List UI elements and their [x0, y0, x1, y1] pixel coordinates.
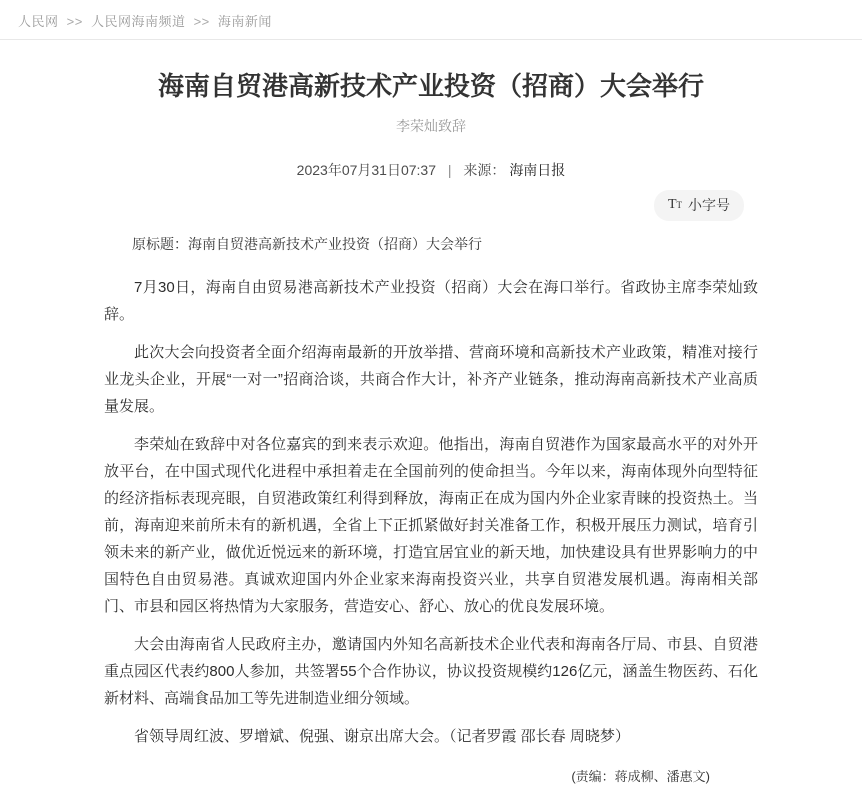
source-link[interactable]: 海南日报: [509, 162, 566, 178]
breadcrumb-link-hainan-news[interactable]: 海南新闻: [217, 14, 272, 29]
article-content: [104, 68, 758, 785]
header-divider: [0, 39, 862, 40]
article-subtitle: 李荣灿致辞: [396, 118, 466, 134]
article-paragraph-4: 大会由海南省人民政府主办，邀请国内外知名高新技术企业代表和海南各厅局、市县、自贸港重点园区代表约800人参加，共签署55个合作协议，协议投资规模约126亿元，涵盖生物医药、石化新材料、高端食品加工等先进制造业细分领域。: [104, 636, 758, 707]
article-paragraph-2: 此次大会向投资者全面介绍海南最新的开放举措、营商环境和高新技术产业政策，精准对接行业龙头企业，开展“一对一”招商洽谈，共商合作大计，补齐产业链条，推动海南高新技术产业高质量发展。: [104, 344, 758, 415]
font-size-button-label: 小字号: [688, 197, 730, 213]
article-paragraph-1: 7月30日，海南自由贸易港高新技术产业投资（招商）大会在海口举行。省政协主席李荣灿致辞。: [104, 279, 758, 323]
font-size-icon-large-t: T: [667, 197, 677, 212]
breadcrumb-link-peoples-daily[interactable]: 人民网: [18, 14, 59, 29]
original-title: 原标题：海南自贸港高新技术产业投资（招商）大会举行: [132, 236, 482, 252]
article-paragraph-5: 省领导周红波、罗增斌、倪强、谢京出席大会。（记者罗霞 邵长春 周晓梦）: [134, 728, 630, 745]
font-size-button[interactable]: [654, 190, 744, 221]
article-meta: [104, 160, 758, 180]
breadcrumb-link-hainan-channel[interactable]: 人民网海南频道: [90, 14, 186, 29]
article-paragraph-3: 李荣灿在致辞中对各位嘉宾的到来表示欢迎。他指出，海南自贸港作为国家最高水平的对外开放平台，在中国式现代化进程中承担着走在全国前列的使命担当。今年以来，海南体现外向型特征的经济指标表现亮眼，自贸港政策红利得到释放，海南正在成为国内外企业家青睐的投资热土。当前，海南迎来前所未有的新机遇，全省上下正抓紧做好封关准备工作，积极开展压力测试，培育引领未来的新产业，做优近悦远来的新环境，打造宜居宜业的新天地，加快建设具有世界影响力的中国特色自由贸易港。真诚欢迎国内外企业家来海南投资兴业，共享自贸港发展机遇。海南相关部门、市县和园区将热情为大家服务，营造安心、舒心、放心的优良发展环境。: [104, 436, 758, 615]
meta-separator: |: [447, 162, 452, 178]
editor-credit: (责编：蒋成柳、潘惠文): [571, 769, 710, 784]
publish-date: 2023年07月31日07:37: [296, 162, 436, 178]
font-size-icon-small-t: T: [676, 200, 682, 210]
breadcrumb: [0, 0, 862, 39]
font-size-icon: [668, 198, 682, 212]
source-label: 来源：: [463, 162, 506, 178]
breadcrumb-separator: >>: [66, 14, 83, 29]
article-toolbar: [104, 190, 758, 218]
article-title: 海南自贸港高新技术产业投资（招商）大会举行: [157, 71, 704, 101]
breadcrumb-separator: >>: [193, 14, 210, 29]
